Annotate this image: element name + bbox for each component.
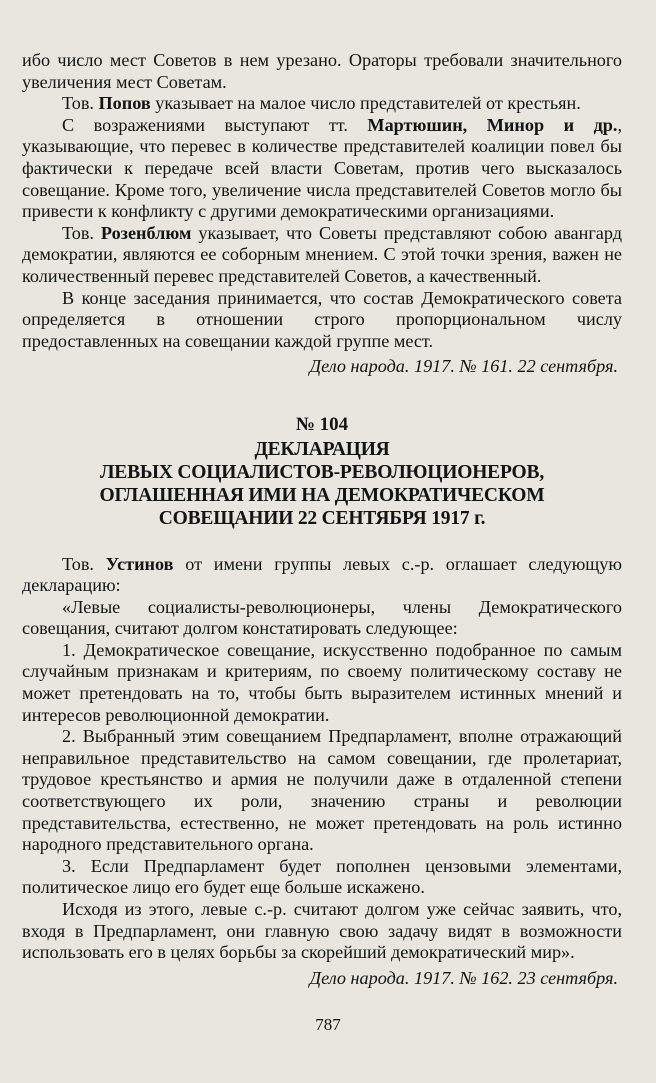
speaker-name: Розенблюм xyxy=(100,222,192,243)
document-number: № 104 xyxy=(295,413,349,435)
paragraph-rest: , указывающие, что перевес в количестве представителей коалиции повел бы фактически к передаче всей власти Советам, против чего высказалось совещание. Кроме того, увеличение числа представителей Советов могло бы привести к конфликту с другими демократическими организациями. xyxy=(22,114,622,222)
title-line: ОГЛАШЕННАЯ ИМИ НА ДЕМОКРАТИЧЕСКОМ xyxy=(99,484,545,506)
source-citation-1: Дело народа. 1917. № 161. 22 сентября. xyxy=(309,356,618,377)
title-line: ЛЕВЫХ СОЦИАЛИСТОВ-РЕВОЛЮЦИОНЕРОВ, xyxy=(99,461,545,483)
paragraph xyxy=(22,93,622,115)
paragraph-rest: указывает, что Советы представляют собою авангард демократии, являются ее соборным мнением. С этой точки зрения, важен не количественный перевес представителей Советов, а качественный. xyxy=(22,222,622,286)
paragraph-lead: Тов. xyxy=(62,553,106,574)
paragraph-lead: Тов. xyxy=(62,93,99,114)
speaker-name: Попов xyxy=(98,93,151,114)
paragraph-rest: указывает на малое число представителей от крестьян. xyxy=(150,93,581,114)
report-text xyxy=(22,50,622,352)
speaker-name: Устинов xyxy=(105,553,174,574)
paragraph-lead: Тов. xyxy=(62,222,101,243)
page-body xyxy=(22,50,622,989)
paragraph-rest: от имени группы левых с.-р. оглашает следующую декларацию: xyxy=(22,553,622,596)
paragraph: Исходя из этого, левые с.-р. считают долгом уже сейчас заявить, что, входя в Предпарламент, они главную свою задачу видят в возможности использовать его в целях борьбы за скорейший демократический мир». xyxy=(22,899,622,963)
paragraph xyxy=(22,115,622,223)
paragraph: 2. Выбранный этим совещанием Предпарламент, вполне отражающий неправильное представительство на самом совещании, где пролетариат, трудовое крестьянство и армия не получили даже в отдаленной степени соответствующего их роли, значению страны и революции представительства, естественно, не может претендовать на роль истинно народного представительного органа. xyxy=(22,726,622,855)
declaration-text xyxy=(22,554,622,964)
paragraph: 1. Демократическое совещание, искусственно подобранное по самым случайным признакам и критериям, по своему политическому составу не может претендовать на то, чтобы быть выразителем истинных мнений и интересов революционной демократии. xyxy=(22,639,622,725)
source-citation-2: Дело народа. 1917. № 162. 23 сентября. xyxy=(309,967,618,988)
page-number: 787 xyxy=(315,1015,341,1034)
paragraph xyxy=(22,554,622,597)
title-line: СОВЕЩАНИИ 22 СЕНТЯБРЯ 1917 г. xyxy=(158,507,486,529)
paragraph: В конце заседания принимается, что состав Демократического совета определяется в отношении строго пропорциональном числу предоставленных на совещании каждой группе мест. xyxy=(22,287,622,351)
document-title xyxy=(22,438,622,530)
title-line: ДЕКЛАРАЦИЯ xyxy=(254,438,390,460)
paragraph: 3. Если Предпарламент будет пополнен цензовыми элементами, политическое лицо его будет еще больше искажено. xyxy=(22,855,622,898)
speaker-name: Мартюшин, Минор и др. xyxy=(367,114,618,135)
paragraph: «Левые социалисты-революционеры, члены Демократического совещания, считают долгом констатировать следующее: xyxy=(22,596,622,639)
paragraph xyxy=(22,223,622,288)
paragraph: ибо число мест Советов в нем урезано. Ораторы требовали значительного увеличения мест Советам. xyxy=(22,50,622,92)
paragraph-lead: С возражениями выступают тт. xyxy=(62,114,368,135)
